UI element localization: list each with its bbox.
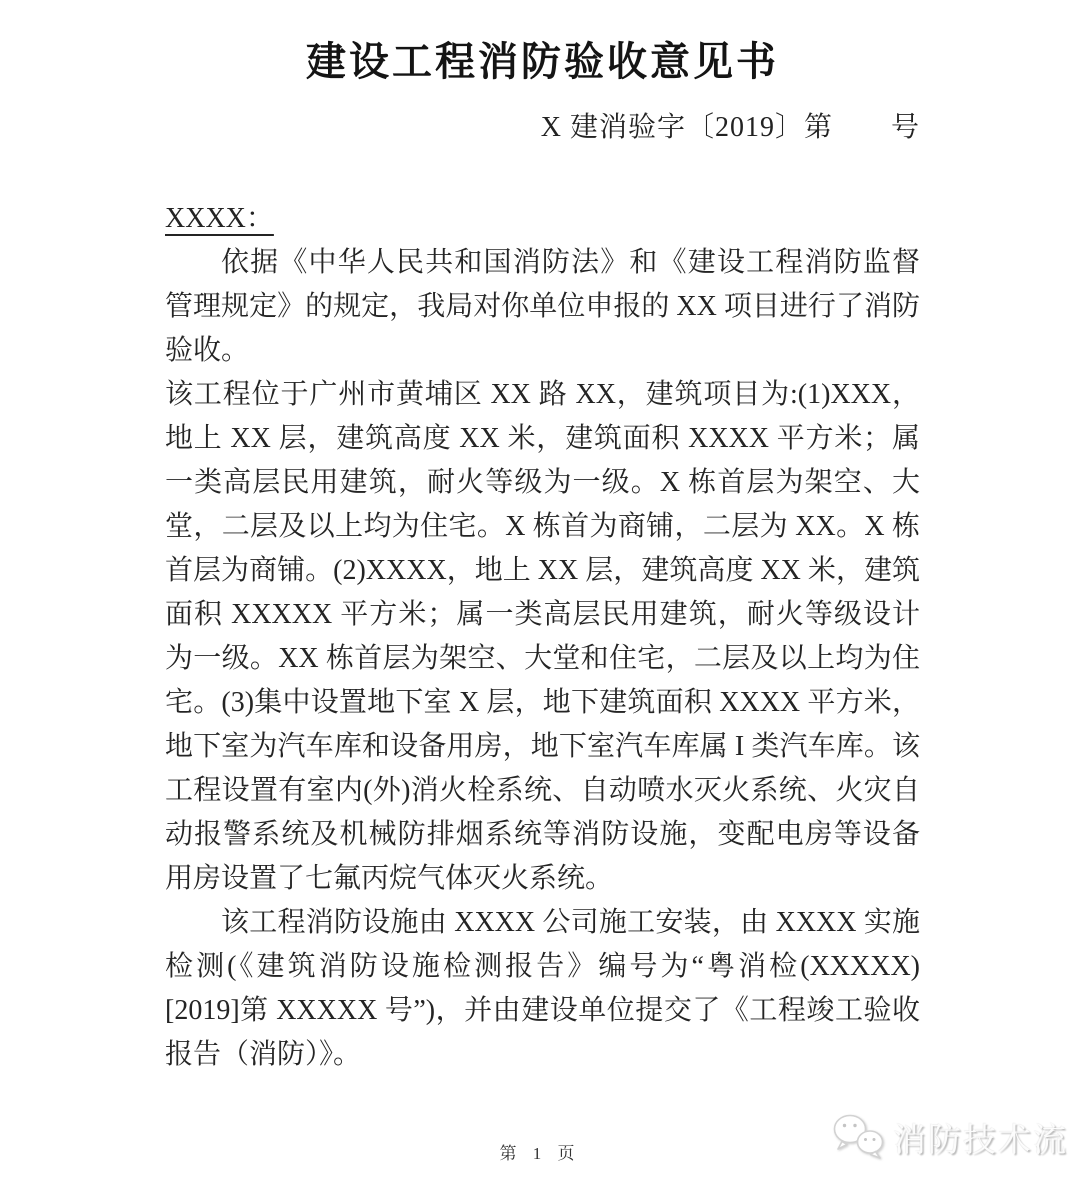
- document-content: [165, 0, 920, 1077]
- paragraph-project-description: 该工程位于广州市黄埔区 XX 路 XX，建筑项目为:(1)XXX，地上 XX 层，建筑高度 XX 米，建筑面积 XXXX 平方米；属一类高层民用建筑，耐火等级为一级。X 栋首层为架空、大堂，二层及以上均为住宅。X 栋首为商铺，二层为 XX。X 栋首层为商铺。(2)XXXX，地上 XX 层，建筑高度 XX 米，建筑面积 XXXXX 平方米；属一类高层民用建筑，耐火等级设计为一级。XX 栋首层为架空、大堂和住宅，二层及以上均为住宅。(3)集中设置地下室 X 层，地下建筑面积 XXXX 平方米，地下室为汽车库和设备用房，地下室汽车库属 I 类汽车库。该工程设置有室内(外)消火栓系统、自动喷水灭火系统、火灾自动报警系统及机械防排烟系统等消防设施，变配电房等设备用房设置了七氟丙烷气体灭火系统。: [165, 379, 920, 894]
- watermark: [831, 1112, 1068, 1162]
- paragraph-legal-basis: 依据《中华人民共和国消防法》和《建设工程消防监督管理规定》的规定，我局对你单位申报的 XX 项目进行了消防验收。: [165, 247, 920, 366]
- paragraph-installation-testing: 该工程消防设施由 XXXX 公司施工安装，由 XXXX 实施检测(《建筑消防设施检测报告》编号为“粤消检(XXXXX)[2019]第 XXXXX 号”)，并由建设单位提交了《工程竣工验收报告（消防）》。: [165, 907, 920, 1070]
- document-title: 建设工程消防验收意见书: [306, 40, 779, 84]
- salutation-text: XXXX：: [165, 203, 274, 234]
- document-body: [165, 197, 920, 1077]
- page-number: 第 1 页: [499, 1144, 581, 1163]
- watermark-label: 消防技术流: [893, 1122, 1068, 1159]
- document-number: X 建消验字〔2019〕第 号: [540, 112, 920, 143]
- salutation-line: [165, 197, 920, 241]
- wechat-icon: [831, 1112, 889, 1162]
